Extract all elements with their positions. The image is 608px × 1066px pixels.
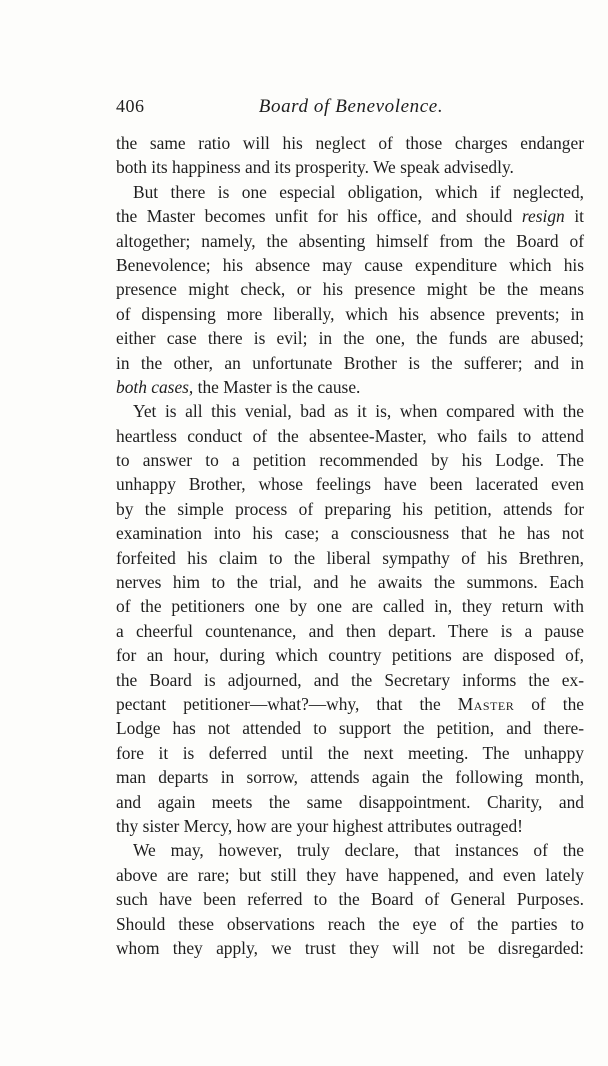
text-line: fore it is deferred until the next meeting. The unhappy	[116, 742, 584, 763]
text-line: Lodge has not attended to support the petition, and there-	[116, 718, 584, 739]
text-line: of the petitioners one by one are called in, they return with	[116, 596, 584, 617]
text-line: to answer to a petition recommended by his Lodge. The	[116, 450, 584, 471]
text-line: above are rare; but still they have happened, and even lately	[116, 864, 584, 885]
page-number: 406	[116, 96, 145, 116]
text-line: thy sister Mercy, how are your highest attributes outraged!	[116, 815, 523, 836]
text-line: presence might check, or his presence might be the means	[116, 279, 584, 300]
text-line: Benevolence; his absence may cause expenditure which his	[116, 254, 584, 275]
text-line: of dispensing more liberally, which his absence prevents; in	[116, 303, 584, 324]
text-segment: the Master becomes unfit for his office, and should	[116, 206, 513, 227]
text-line: a cheerful countenance, and then depart. There is a pause	[116, 620, 584, 641]
text-line	[116, 204, 584, 228]
small-caps-word-master: Master	[457, 693, 515, 714]
text-line: forfeited his claim to the liberal sympathy of his Brethren,	[116, 547, 584, 568]
text-line: heartless conduct of the absentee-Master, who fails to attend	[116, 425, 584, 446]
text-line: the same ratio will his neglect of those charges endanger	[116, 133, 584, 153]
text-line: Yet is all this venial, bad as it is, when compared with the	[133, 401, 584, 422]
text-line: in the other, an unfortunate Brother is the sufferer; and in	[116, 352, 584, 373]
text-line: by the simple process of preparing his petition, attends for	[116, 498, 584, 519]
text-line: both its happiness and its prosperity. We speak advisedly.	[116, 157, 514, 178]
text-line: altogether; namely, the absenting himself from the Board of	[116, 230, 584, 251]
text-line: for an hour, during which country petitions are disposed of,	[116, 645, 584, 666]
italic-word-resign: resign	[521, 206, 565, 227]
page-header	[116, 96, 586, 122]
text-segment: of the	[531, 693, 584, 714]
text-line: We may, however, truly declare, that instances of the	[133, 840, 584, 861]
italic-phrase-both-cases: both cases,	[116, 376, 194, 397]
text-line: and again meets the same disappointment. Charity, and	[116, 791, 584, 812]
body-text	[116, 131, 584, 960]
text-line: unhappy Brother, whose feelings have been lacerated even	[116, 474, 584, 495]
text-line: examination into his case; a consciousness that he has not	[116, 523, 584, 544]
text-line: whom they apply, we trust they will not be disregarded:	[116, 937, 584, 958]
text-line: the Board is adjourned, and the Secretary informs the ex-	[116, 669, 584, 690]
text-line: nerves him to the trial, and he awaits the summons. Each	[116, 572, 584, 593]
text-line: either case there is evil; in the one, the funds are abused;	[116, 328, 584, 349]
text-line: man departs in sorrow, attends again the following month,	[116, 767, 584, 788]
text-line: But there is one especial obligation, which if neglected,	[133, 181, 584, 202]
text-line	[116, 375, 584, 399]
text-segment: it	[574, 206, 584, 227]
text-line: Should these observations reach the eye of the parties to	[116, 913, 584, 934]
text-segment: the Master is the cause.	[197, 376, 361, 397]
running-title: Board of Benevolence.	[258, 96, 444, 117]
text-segment: pectant petitioner—what?—why, that the	[116, 693, 441, 714]
text-line: such have been referred to the Board of General Purposes.	[116, 889, 584, 910]
text-line	[116, 692, 584, 716]
